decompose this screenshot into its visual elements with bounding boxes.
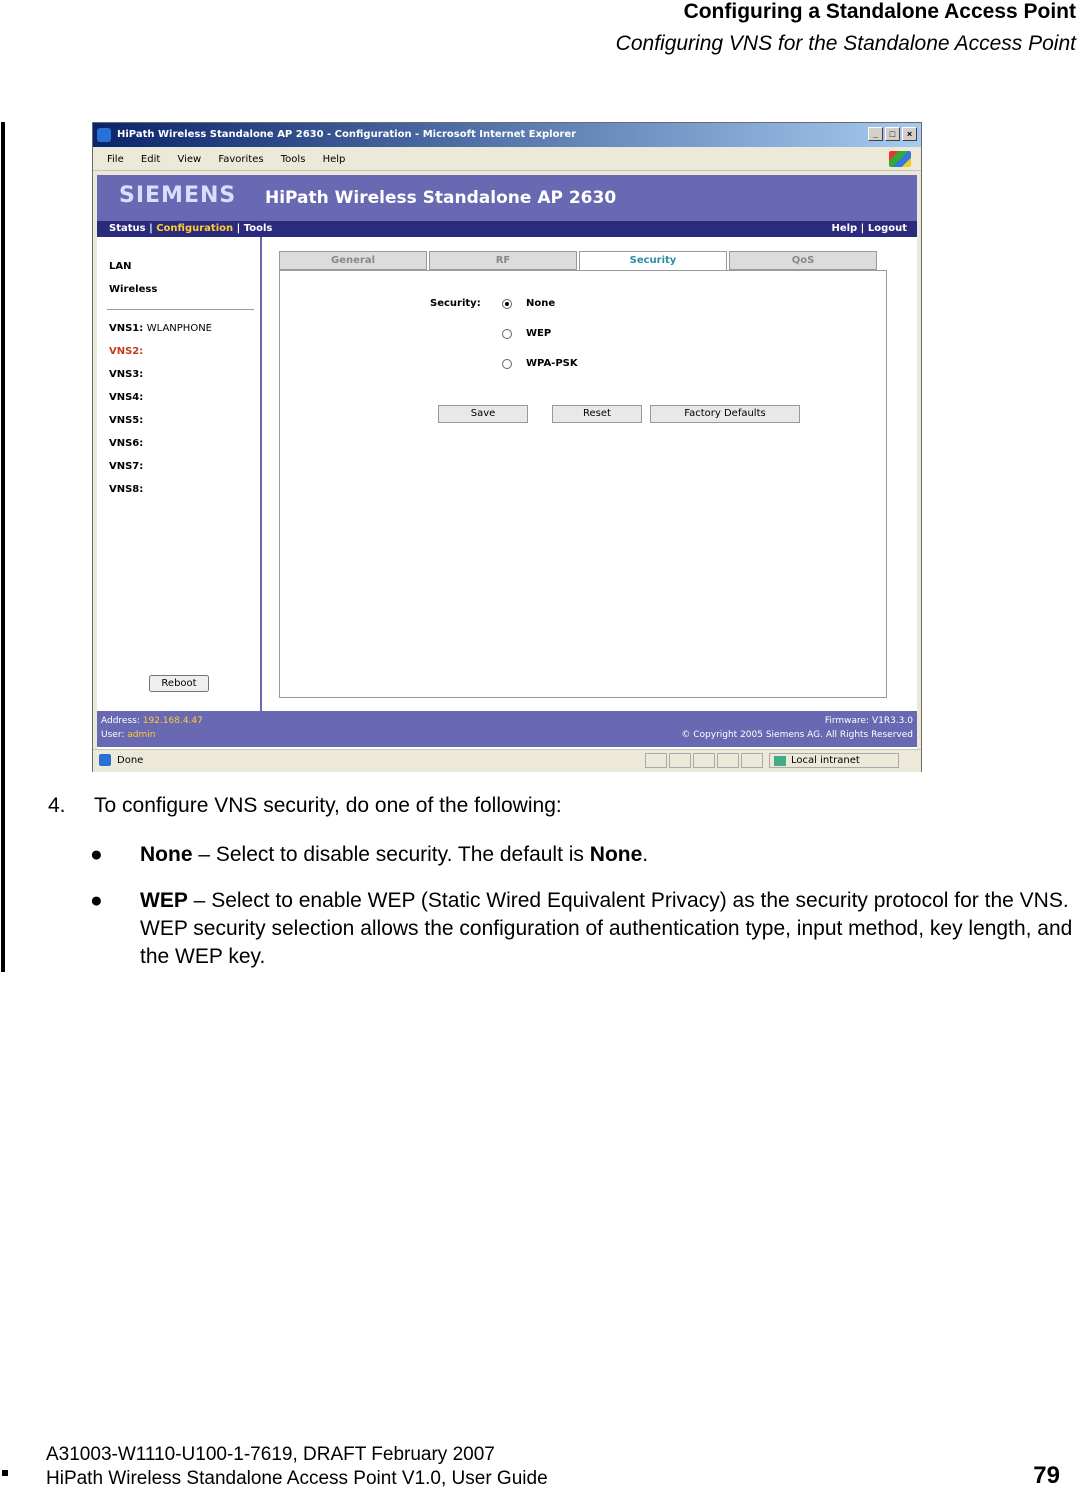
nav-tools[interactable]: Tools xyxy=(243,223,273,234)
sidebar-item-vns4[interactable]: VNS4: xyxy=(109,392,144,403)
browser-window-screenshot xyxy=(92,122,922,772)
address-info: Address: 192.168.4.47 xyxy=(101,716,203,726)
bullet-wep: ● WEP – Select to enable WEP (Static Wired Equivalent Privacy) as the security protocol for the VNS. WEP security selection allows the configuration of authentication type, input method, key length, and the WEP key. xyxy=(90,889,1073,968)
status-cell xyxy=(669,753,691,768)
info-bar xyxy=(97,711,917,747)
nav-help[interactable]: Help xyxy=(831,223,858,234)
reboot-button[interactable]: Reboot xyxy=(149,675,209,692)
bullet-none: ● None – Select to disable security. The default is None. xyxy=(90,841,1075,869)
sidebar-item-lan[interactable]: LAN xyxy=(109,261,132,272)
brand-logo: SIEMENS xyxy=(119,183,237,208)
menu-tools[interactable]: Tools xyxy=(280,154,306,165)
security-panel xyxy=(279,270,887,698)
menu-view[interactable]: View xyxy=(177,154,202,165)
guide-title: HiPath Wireless Standalone Access Point V1.0, User Guide xyxy=(46,1468,548,1489)
chapter-title: Configuring a Standalone Access Point xyxy=(683,0,1076,23)
tab-qos[interactable]: QoS xyxy=(729,251,877,270)
radio-wpa-psk-label: WPA-PSK xyxy=(526,358,578,369)
bullet-dot-icon: ● xyxy=(90,843,103,866)
radio-none-button[interactable] xyxy=(502,299,512,309)
radio-wpa-psk-button[interactable] xyxy=(502,359,512,369)
security-zone: Local intranet xyxy=(769,753,899,768)
menu-edit[interactable]: Edit xyxy=(140,154,161,165)
footer-mark xyxy=(2,1470,8,1476)
nav-configuration[interactable]: Configuration xyxy=(156,223,234,234)
top-nav: Status | Configuration | Tools Help | Logout xyxy=(97,221,917,237)
page-number: 79 xyxy=(1033,1462,1060,1489)
tab-strip xyxy=(279,251,877,271)
status-cell xyxy=(645,753,667,768)
sidebar-item-vns8[interactable]: VNS8: xyxy=(109,484,144,495)
bullet-dot-icon: ● xyxy=(90,889,103,912)
security-label: Security: xyxy=(430,298,481,309)
status-cell xyxy=(717,753,739,768)
step-number: 4. xyxy=(48,794,66,817)
sidebar-item-vns1[interactable]: VNS1: WLANPHONE xyxy=(109,323,212,334)
sidebar-item-vns2[interactable]: VNS2: xyxy=(109,346,144,357)
status-bar xyxy=(93,749,921,772)
save-button[interactable]: Save xyxy=(438,405,528,423)
page-icon xyxy=(99,754,111,766)
factory-defaults-button[interactable]: Factory Defaults xyxy=(650,405,800,423)
sidebar-item-vns5[interactable]: VNS5: xyxy=(109,415,144,426)
radio-wep[interactable] xyxy=(502,328,551,339)
radio-none[interactable] xyxy=(502,298,555,309)
radio-wep-button[interactable] xyxy=(502,329,512,339)
sidebar-item-vns3[interactable]: VNS3: xyxy=(109,369,144,380)
menu-file[interactable]: File xyxy=(107,154,124,165)
product-title: HiPath Wireless Standalone AP 2630 xyxy=(265,188,617,208)
tab-general[interactable]: General xyxy=(279,251,427,270)
menu-bar xyxy=(93,148,921,171)
sidebar xyxy=(97,237,262,711)
reset-button[interactable]: Reset xyxy=(552,405,642,423)
web-page xyxy=(97,175,917,749)
status-cell xyxy=(693,753,715,768)
step-text: To configure VNS security, do one of the following: xyxy=(94,794,562,817)
radio-wpa-psk[interactable] xyxy=(502,358,578,369)
windows-logo-icon xyxy=(889,151,911,167)
user-info: User: admin xyxy=(101,730,156,740)
ie-icon xyxy=(97,128,111,142)
status-done: Done xyxy=(99,754,143,766)
sidebar-item-vns6[interactable]: VNS6: xyxy=(109,438,144,449)
nav-status[interactable]: Status xyxy=(109,223,146,234)
doc-id: A31003-W1110-U100-1-7619, DRAFT February 2007 xyxy=(46,1444,495,1465)
nav-logout[interactable]: Logout xyxy=(867,223,907,234)
maximize-icon[interactable]: □ xyxy=(885,127,900,141)
title-bar xyxy=(93,123,921,147)
radio-none-label: None xyxy=(526,298,556,309)
sidebar-divider xyxy=(107,309,254,310)
window-title: HiPath Wireless Standalone AP 2630 - Configuration - Microsoft Internet Explorer xyxy=(117,129,577,140)
status-cell xyxy=(741,753,763,768)
menu-favorites[interactable]: Favorites xyxy=(218,154,264,165)
banner xyxy=(97,175,917,221)
change-bar xyxy=(1,122,5,972)
sidebar-item-vns7[interactable]: VNS7: xyxy=(109,461,144,472)
firmware-info: Firmware: V1R3.3.0 xyxy=(824,716,913,726)
section-title: Configuring VNS for the Standalone Access Point xyxy=(615,32,1076,55)
tab-security[interactable]: Security xyxy=(579,251,727,271)
minimize-icon[interactable]: _ xyxy=(868,127,883,141)
config-content xyxy=(279,251,887,699)
sidebar-item-wireless[interactable]: Wireless xyxy=(109,284,158,295)
tab-rf[interactable]: RF xyxy=(429,251,577,270)
menu-help[interactable]: Help xyxy=(322,154,346,165)
radio-wep-label: WEP xyxy=(526,328,552,339)
intranet-icon xyxy=(774,756,786,766)
step-4 xyxy=(48,794,562,818)
copyright-info: © Copyright 2005 Siemens AG. All Rights Reserved xyxy=(681,730,913,740)
close-icon[interactable]: × xyxy=(902,127,917,141)
